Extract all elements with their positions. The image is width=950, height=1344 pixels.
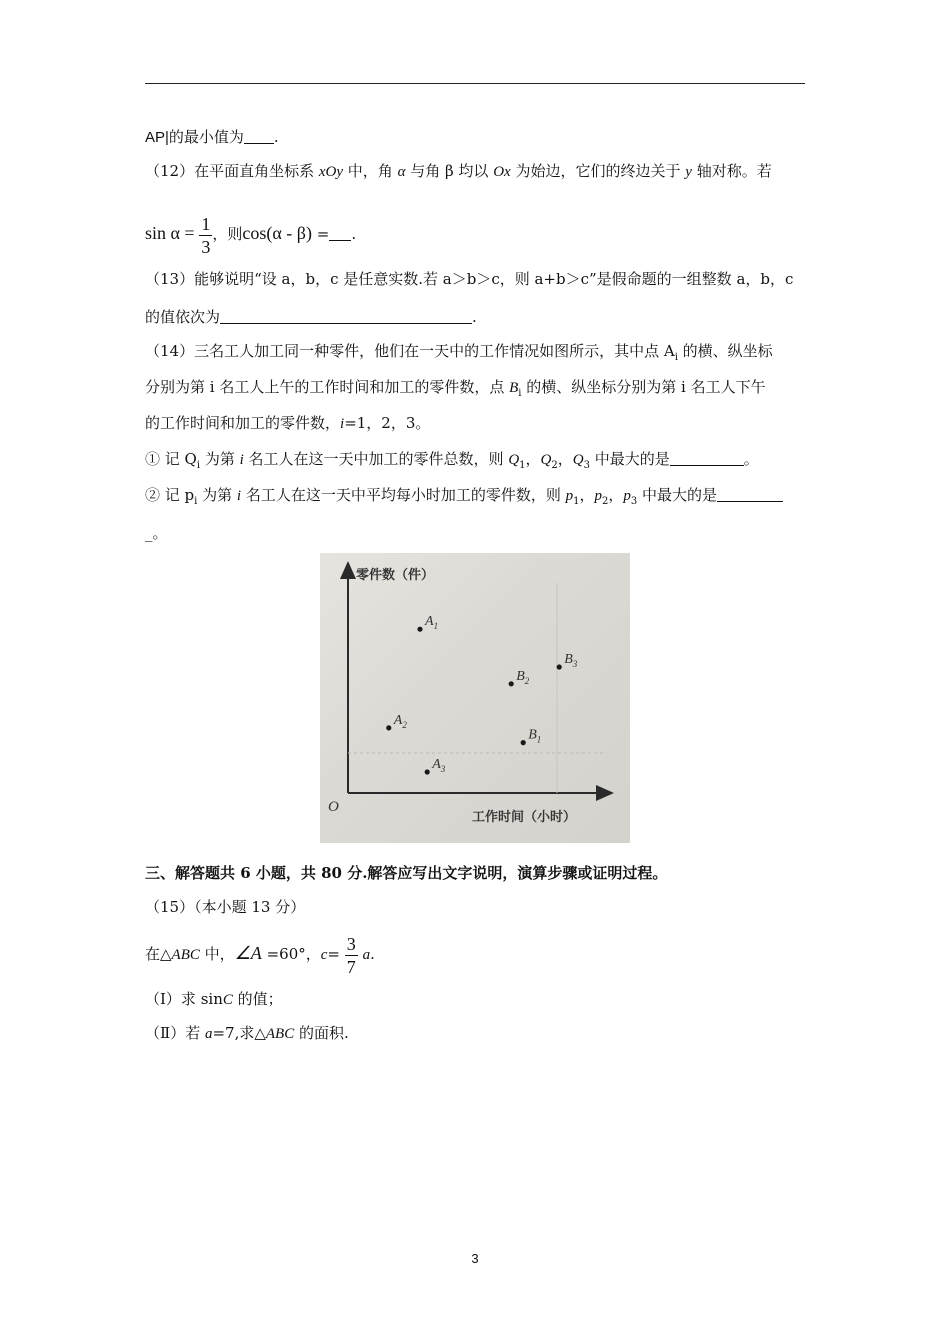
point-b1 [521, 740, 526, 745]
point-label-b2: $B_2$ [516, 668, 530, 686]
points-group [386, 614, 578, 774]
fraction: $\frac{1}{3}$ [201, 213, 211, 257]
point-b2 [509, 681, 514, 686]
point-label-a3: $A_3$ [432, 757, 446, 774]
q14-sub1: ① 记 $Q_i$ 为第 i 名工人在这一天中加工的零件总数，则 $Q_1$，$Q_2$，$Q_3$ 中最大的是 。 [145, 450, 759, 471]
answer-blank [717, 487, 783, 502]
point-label-a2: $A_2$ [393, 712, 407, 730]
q15-head: （15）（本小题 13 分） [145, 898, 306, 916]
q14-line2: 分别为第 i 名工人上午的工作时间和加工的零件数，点 $B_i$ 的横、纵坐标分别为第 i 名工人下午 [145, 378, 766, 399]
origin-label: O [328, 799, 339, 815]
answer-blank [329, 226, 351, 241]
q14-line1: （14）三名工人加工同一种零件，他们在一天中的工作情况如图所示，其中点 $A_i$ 的横、纵坐标 [145, 342, 773, 363]
answer-blank [244, 129, 274, 144]
point-a1 [417, 627, 422, 632]
point-label-b3: $B_3$ [564, 652, 578, 669]
point-b3 [557, 664, 562, 669]
scatter-svg [320, 553, 630, 843]
q14-sub2: ② 记 $p_i$ 为第 i 名工人在这一天中平均每小时加工的零件数，则 $p_1$，$p_2$，$p_3$ 中最大的是 [145, 484, 783, 513]
header-rule [145, 83, 805, 84]
fraction: $\frac{3}{7}$ [346, 933, 356, 977]
q15-part2: （Ⅱ）若 a=7,求△ABC 的面积. [145, 1024, 349, 1042]
answer-blank [220, 309, 472, 324]
point-a3 [425, 769, 430, 774]
q12-line1: （12）在平面直角坐标系 xOy 中，角 α 与角 β 均以 Ox 为始边，它们的终边关于 y 轴对称。若 [145, 162, 772, 180]
q13-line2: 的值依次为 . [145, 308, 477, 326]
x-axis-label: 工作时间（小时） [472, 810, 577, 825]
q14-sub2-end: _。 [145, 524, 168, 542]
section-3-heading: 三、解答题共 6 小题，共 80 分.解答应写出文字说明，演算步骤或证明过程。 [145, 864, 668, 882]
q13-line1: （13）能够说明“设 a，b，c 是任意实数.若 a＞b＞c，则 a+b＞c”是假命题的一组整数 a，b，c [145, 270, 794, 288]
q15-part1: （Ⅰ）求 sinC 的值； [145, 990, 283, 1008]
point-a2 [386, 725, 391, 730]
page-number: 3 [471, 1251, 479, 1266]
q11-tail: AP|的最小值为 . [145, 128, 279, 146]
y-axis-label: 零件数（件） [356, 568, 435, 583]
point-label-b1: $B_1$ [528, 727, 542, 745]
scatter-figure [320, 553, 630, 843]
q14-line3: 的工作时间和加工的零件数，i=1，2，3。 [145, 414, 431, 432]
point-label-a1: $A_1$ [425, 614, 439, 632]
q12-line2: sin α = $\frac{1}{3}$ ，则cos(α - β) = . [145, 213, 357, 257]
q15-given: 在△ABC 中，∠A =60°，c= $\frac{3}{7}$ a. [145, 933, 375, 977]
answer-blank [670, 451, 744, 466]
